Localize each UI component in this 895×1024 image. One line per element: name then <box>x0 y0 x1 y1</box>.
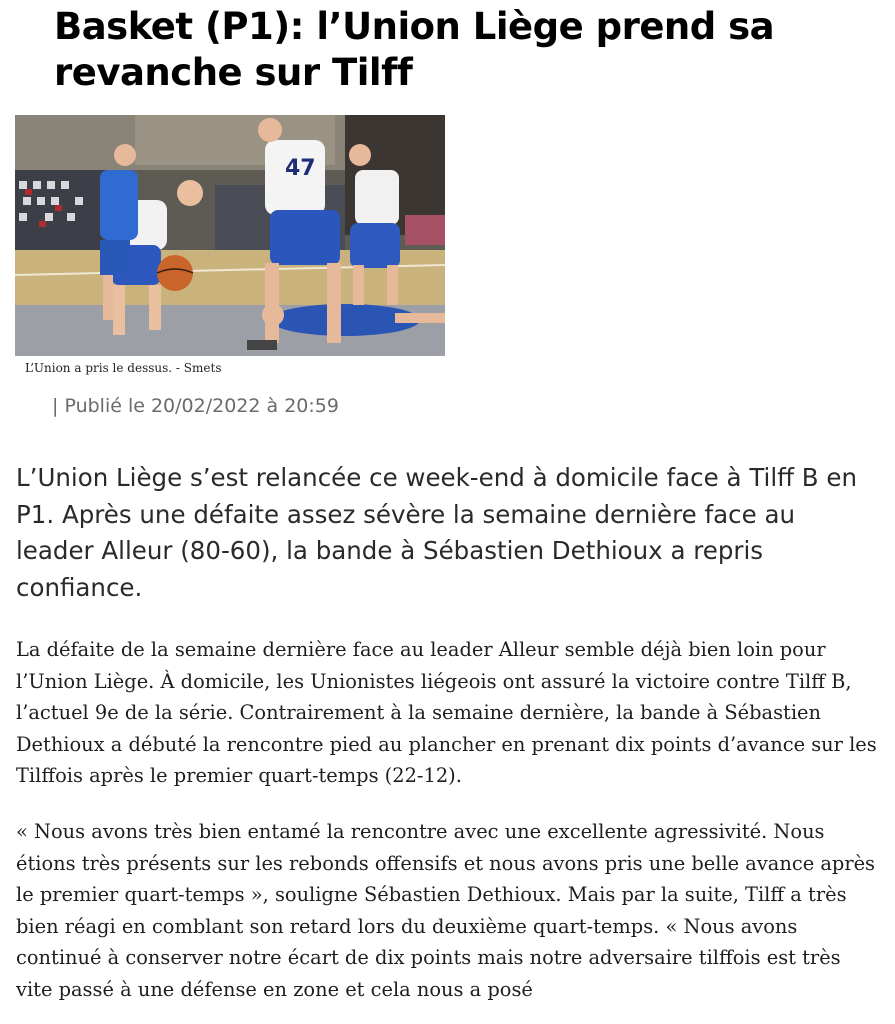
article-lead: L’Union Liège s’est relancée ce week-end à domicile face à Tilff B en P1. Après une défaite assez sévère la semaine dernière face au leader Alleur (80-60), la bande à Sébastien Dethioux a repris confiance. <box>16 463 858 602</box>
basketball-photo-illustration <box>15 115 445 356</box>
article-paragraph-2: « Nous avons très bien entamé la rencontre avec une excellente agressivité. Nous étions très présents sur les rebonds offensifs et nous avons pris une belle avance après le premier quart-temps », souligne Sébastien Dethioux. Mais par la suite, Tilff a très bien réagi en comblant son retard lors du deuxième quart-temps. « Nous avons continué à conserver notre écart de dix points mais notre adversaire tilffois est très vite passé à une défense en zone et cela nous a posé <box>16 820 876 1001</box>
article-photo[interactable] <box>15 115 445 356</box>
publication-date: | Publié le 20/02/2022 à 20:59 <box>52 395 339 417</box>
article-paragraph-1: La défaite de la semaine dernière face au leader Alleur semble déjà bien loin pour l’Union Liège. À domicile, les Unionistes liégeois ont assuré la victoire contre Tilff B, l’actuel 9e de la série. Contrairement à la semaine dernière, la bande à Sébastien Dethioux a débuté la rencontre pied au plancher en prenant dix points d’avance sur les Tilffois après le premier quart-temps (22-12). <box>16 638 877 787</box>
photo-caption: L’Union a pris le dessus. - Smets <box>25 361 222 375</box>
jersey-number: 47 <box>285 156 316 181</box>
article-title: Basket (P1): l’Union Liège prend sa revanche sur Tilff <box>54 5 775 94</box>
